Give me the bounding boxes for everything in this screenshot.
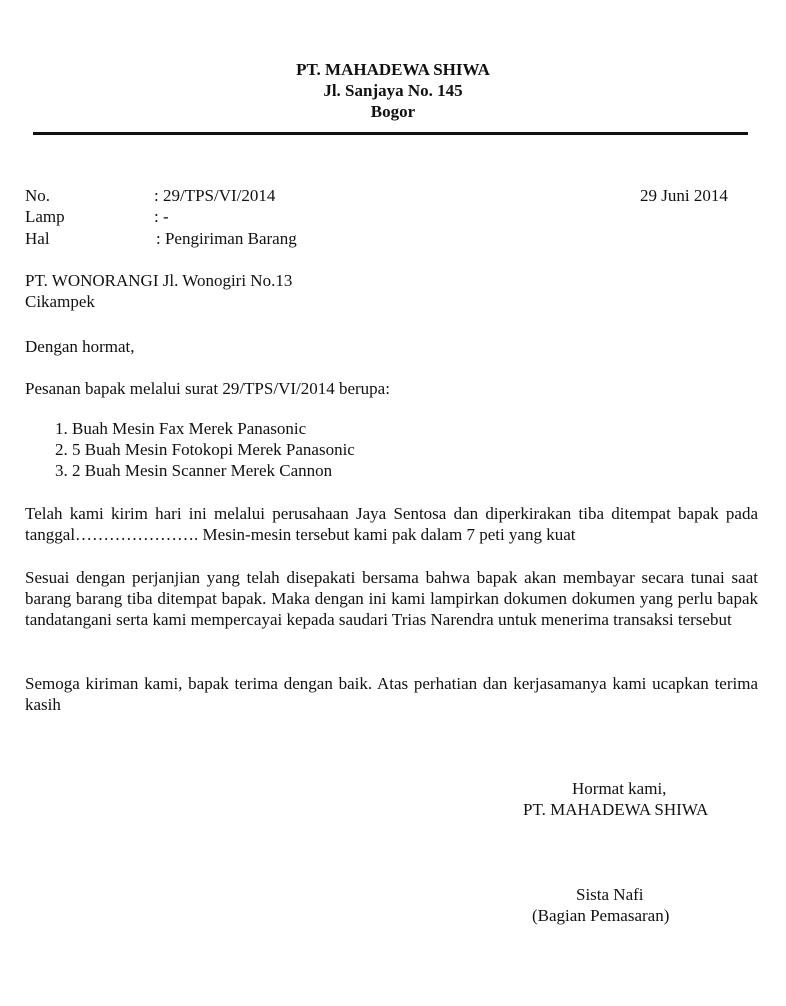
- list-item: 3. 2 Buah Mesin Scanner Merek Cannon: [55, 461, 333, 480]
- letter-date: 29 Juni 2014: [640, 186, 728, 205]
- recipient-line1: PT. WONORANGI Jl. Wonogiri No.13: [25, 271, 293, 290]
- company-address: Jl. Sanjaya No. 145: [323, 81, 463, 100]
- closing-company: PT. MAHADEWA SHIWA: [523, 800, 709, 819]
- no-label: No.: [25, 186, 51, 205]
- list-item: 1. Buah Mesin Fax Merek Panasonic: [55, 419, 307, 438]
- letterhead-divider: [33, 132, 748, 135]
- no-value: : 29/TPS/VI/2014: [154, 186, 276, 205]
- intro-line: Pesanan bapak melalui surat 29/TPS/VI/2014 berupa:: [25, 379, 390, 398]
- paragraph-agreement: Sesuai dengan perjanjian yang telah disepakati bersama bahwa bapak akan membayar secara tunai saat barang barang tiba ditempat bapak. Maka dengan ini kami lampirkan dokumen dokumen yang perlu bapak tandatangani serta kami mempercayai kepada saudari Trias Narendra untuk menerima transaksi tersebut: [25, 568, 758, 629]
- paragraph-closing: Semoga kiriman kami, bapak terima dengan baik. Atas perhatian dan kerjasamanya kami ucapkan terima kasih: [25, 674, 758, 714]
- signer-name: Sista Nafi: [576, 885, 644, 904]
- company-city: Bogor: [370, 102, 416, 121]
- hal-label: Hal: [25, 229, 50, 248]
- lamp-label: Lamp: [25, 207, 65, 226]
- closing-greeting: Hormat kami,: [572, 779, 667, 798]
- paragraph-shipment: Telah kami kirim hari ini melalui perusahaan Jaya Sentosa dan diperkirakan tiba ditempat bapak pada tanggal…………………. Mesin-mesin tersebut kami pak dalam 7 peti yang kuat: [25, 504, 758, 544]
- hal-value: : Pengiriman Barang: [156, 229, 297, 248]
- list-item: 2. 5 Buah Mesin Fotokopi Merek Panasonic: [55, 440, 355, 459]
- salutation: Dengan hormat,: [25, 337, 135, 356]
- company-name: PT. MAHADEWA SHIWA: [296, 60, 490, 79]
- signer-role: (Bagian Pemasaran): [532, 906, 670, 925]
- lamp-value: : -: [154, 207, 169, 226]
- recipient-line2: Cikampek: [25, 292, 95, 311]
